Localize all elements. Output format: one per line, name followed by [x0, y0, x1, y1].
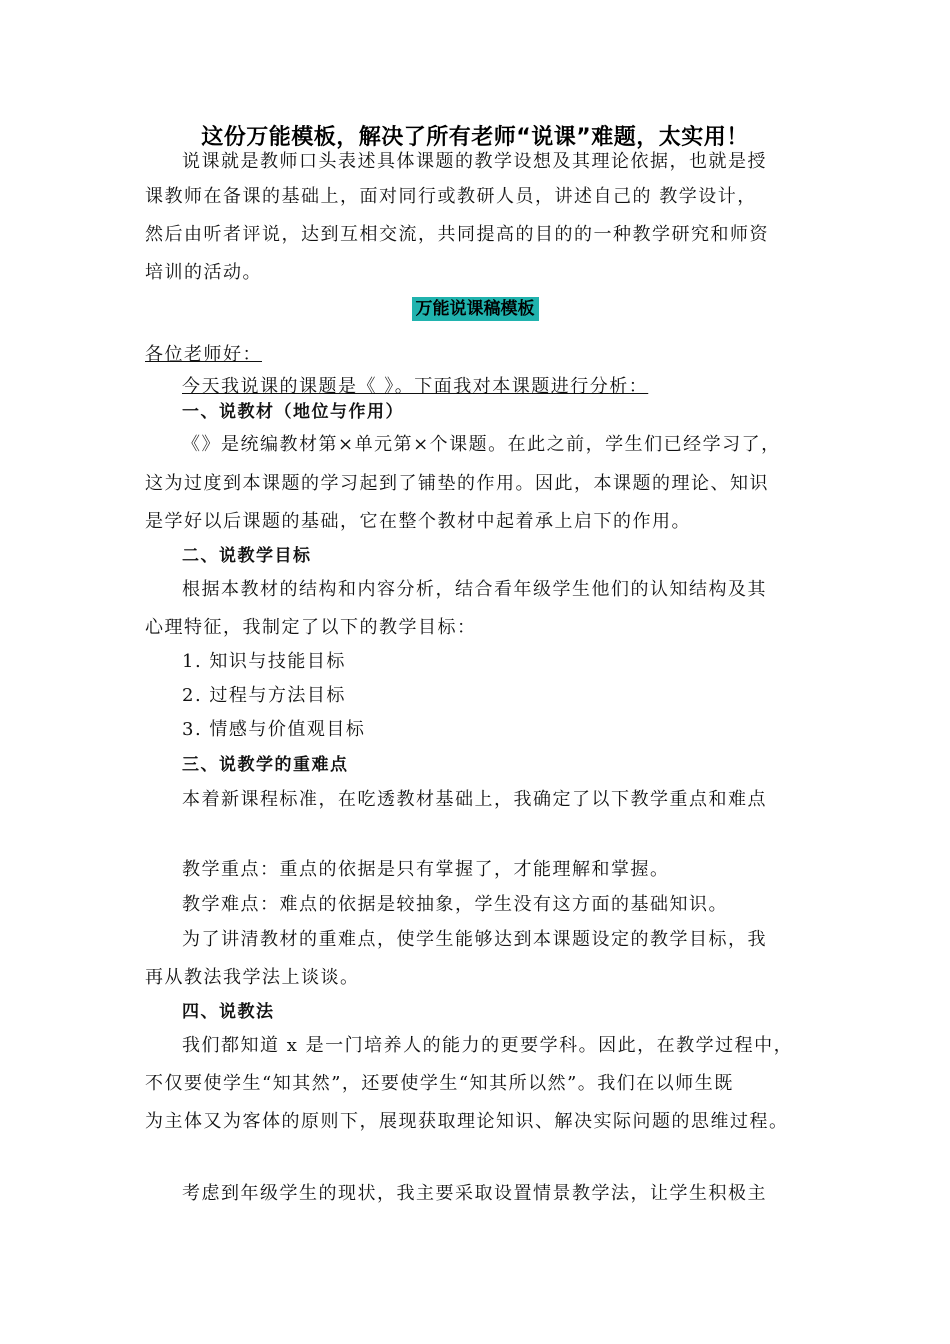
template-heading-wrap	[0, 297, 950, 321]
section-1-line-2: 这为过度到本课题的学习起到了铺垫的作用。因此，本课题的理论、知识	[145, 473, 769, 494]
section-3-heading: 三、说教学的重难点	[182, 755, 349, 775]
section-3-line-5: 再从教法我学法上谈谈。	[145, 967, 360, 988]
key-point-line: 教学重点：重点的依据是只有掌握了，才能理解和掌握。	[182, 859, 670, 880]
section-4-heading: 四、说教法	[182, 1002, 275, 1022]
document-title: 这份万能模板，解决了所有老师“说课”难题，太实用！	[201, 125, 749, 150]
template-heading: 万能说课稿模板	[412, 297, 539, 321]
section-1-heading: 一、说教材（地位与作用）	[182, 402, 404, 422]
section-3-line-1: 本着新课程标准，在吃透教材基础上，我确定了以下教学重点和难点	[182, 789, 767, 810]
objective-item-2: 2. 过程与方法目标	[182, 685, 346, 706]
section-4-line-4: 考虑到年级学生的现状，我主要采取设置情景教学法，让学生积极主	[182, 1183, 767, 1204]
section-4-line-1: 我们都知道 x 是一门培养人的能力的更要学科。因此，在教学过程中，	[182, 1035, 794, 1056]
section-1-line-3: 是学好以后课题的基础，它在整个教材中起着承上启下的作用。	[145, 511, 691, 532]
intro-line-2: 课教师在备课的基础上，面对同行或教研人员，讲述自己的 教学设计，	[145, 186, 757, 207]
section-2-line-1: 根据本教材的结构和内容分析，结合看年级学生他们的认知结构及其	[182, 579, 767, 600]
section-1-line-1: 《》是统编教材第×单元第×个课题。在此之前，学生们已经学习了，	[182, 434, 781, 455]
intro-line-1: 说课就是教师口头表述具体课题的教学设想及其理论依据，也就是授	[182, 151, 767, 172]
section-4-line-2: 不仅要使学生“知其然”，还要使学生“知其所以然”。我们在以师生既	[145, 1073, 734, 1094]
section-4-line-3: 为主体又为客体的原则下，展现获取理论知识、解决实际问题的思维过程。	[145, 1111, 789, 1132]
objective-item-3: 3. 情感与价值观目标	[182, 719, 366, 740]
greeting: 各位老师好：	[145, 344, 262, 365]
section-2-line-2: 心理特征，我制定了以下的教学目标：	[145, 617, 477, 638]
section-2-heading: 二、说教学目标	[182, 546, 312, 566]
opening-line: 今天我说课的课题是《 》。下面我对本课题进行分析：	[182, 376, 649, 397]
intro-line-4: 培训的活动。	[145, 262, 262, 283]
section-3-line-4: 为了讲清教材的重难点，使学生能够达到本课题设定的教学目标，我	[182, 929, 767, 950]
difficult-point-line: 教学难点：难点的依据是较抽象，学生没有这方面的基础知识。	[182, 894, 728, 915]
objective-item-1: 1. 知识与技能目标	[182, 651, 346, 672]
intro-line-3: 然后由听者评说，达到互相交流，共同提高的目的的一种教学研究和师资	[145, 224, 769, 245]
